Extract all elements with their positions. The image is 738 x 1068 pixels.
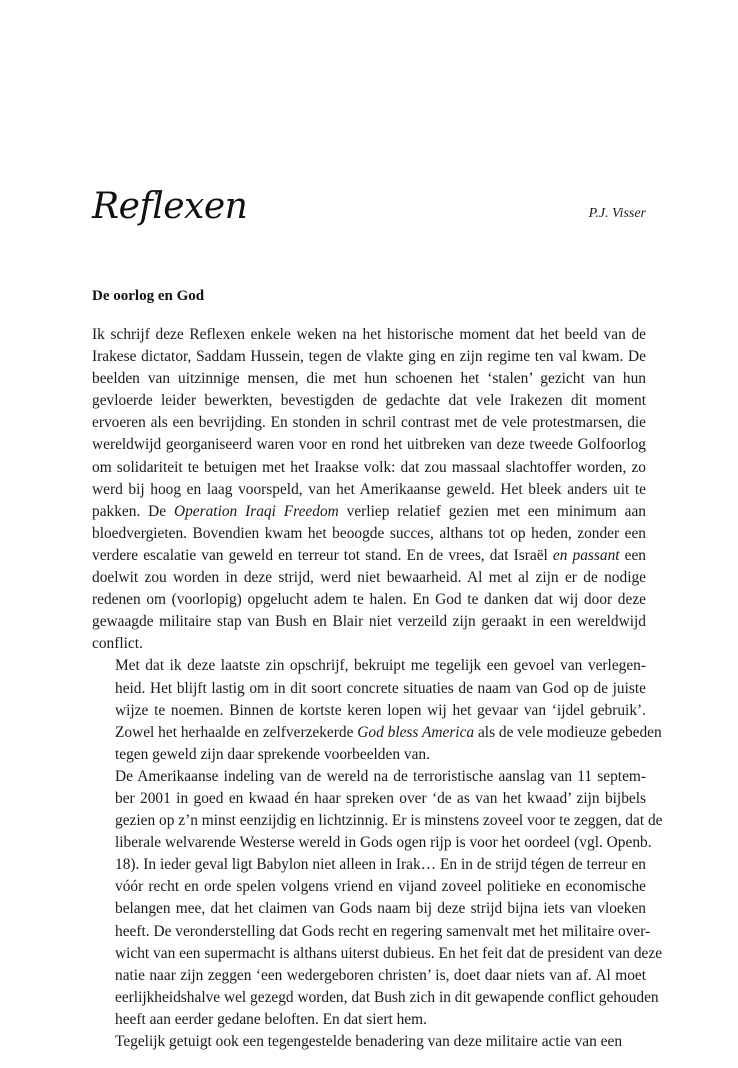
text-line — [92, 788, 646, 810]
text-line — [92, 943, 663, 965]
text-line — [92, 523, 646, 545]
text-line — [92, 567, 646, 589]
text-line — [92, 390, 646, 412]
paragraph — [92, 766, 663, 1031]
text-line — [92, 479, 646, 501]
text-line — [92, 633, 646, 655]
text-segment: Tegelijk getuigt ook een tegengestelde benadering van deze militaire actie van een — [115, 1033, 623, 1050]
text-segment: wijze te noemen. Binnen de kortste keren lopen wij het gevaar van ‘ijdel gebruik’. — [115, 701, 646, 719]
text-segment: gevloerde leider bewerkten, bevestigden de gedachte dat vele Irakezen dit moment — [92, 392, 646, 410]
page-header — [92, 186, 646, 236]
text-line — [92, 545, 646, 567]
text-segment: Zowel het herhaalde en zelfverzekerde — [115, 723, 358, 741]
article-body — [92, 324, 663, 1053]
italic-phrase: Operation Iraqi Freedom — [173, 502, 339, 520]
text-segment: gezien op z’n minst eenzijdig en lichtzinnig. Er is minstens zoveel voor te zeggen, dat de — [115, 812, 663, 830]
text-line — [92, 589, 646, 611]
text-line — [92, 1031, 646, 1053]
text-segment: Irakese dictator, Saddam Hussein, tegen de vlakte ging en zijn regime ten val kwam. De — [92, 348, 646, 366]
text-line — [92, 898, 646, 920]
text-line — [92, 744, 646, 766]
text-segment: beelden van uitzinnige mensen, die met hun schoenen het ‘stalen’ gezicht van hun — [92, 370, 646, 388]
text-segment: liberale welvarende Westerse wereld in Gods ogen rijp is voor het oordeel (vgl. Openb. — [115, 834, 652, 852]
italic-phrase: God bless America — [357, 723, 475, 741]
text-line — [92, 965, 646, 987]
italic-phrase: en passant — [552, 546, 620, 564]
text-line — [92, 722, 662, 744]
text-segment: verdere escalatie van geweld en terreur tot stand. En de vrees, dat Israël — [92, 546, 553, 564]
text-line — [92, 368, 646, 390]
text-line — [92, 346, 646, 368]
text-line — [92, 457, 646, 479]
text-segment: doelwit zou worden in deze strijd, werd niet bewaarheid. Al met al zijn er de nodige — [92, 569, 646, 587]
text-line — [92, 655, 646, 677]
text-segment: een — [619, 546, 646, 564]
text-segment: eerlijkheidshalve wel gezegd worden, dat Bush zich in dit gewapende conflict gehouden — [115, 988, 659, 1006]
text-segment: Met dat ik deze laatste zin opschrijf, bekruipt me tegelijk een gevoel van verlegen- — [115, 657, 646, 675]
text-segment: vóór recht en orde spelen volgens vriend en vijand zoveel politieke en economische — [115, 878, 646, 896]
text-segment: heeft aan eerder gedane beloften. En dat siert hem. — [115, 1010, 427, 1028]
text-segment: heid. Het blijft lastig om in dit soort concrete situaties de naam van God op de juiste — [115, 679, 646, 697]
text-line — [92, 412, 646, 434]
text-segment: 18). In ieder geval ligt Babylon niet alleen in Irak… En in de strijd tégen de terreur en — [115, 856, 646, 874]
text-segment: bloedvergieten. Bovendien kwam het beoogde succes, althans tot op heden, zonder een — [92, 524, 646, 542]
text-segment: wicht van een supermacht is althans uiterst dubieus. En het feit dat de president van deze — [115, 944, 663, 962]
text-line — [92, 1009, 646, 1031]
text-segment: ervoeren als een bevrijding. En stonden in schril contrast met de vele protestmarsen, die — [92, 414, 646, 432]
author-name: P.J. Visser — [588, 206, 646, 221]
text-segment: gewaagde militaire stap van Bush en Blair niet verzeild zijn geraakt in een wereldwijd — [92, 613, 646, 631]
text-line — [92, 832, 652, 854]
text-line — [92, 810, 663, 832]
text-line — [92, 324, 646, 346]
text-line — [92, 921, 651, 943]
paragraph — [92, 655, 662, 765]
paragraph — [92, 324, 646, 655]
text-segment: wereldwijd georganiseerd waren voor en rond het uitbreken van deze tweede Golfoorlog — [92, 436, 646, 454]
article-title: De oorlog en God — [92, 288, 205, 304]
text-segment: heeft. De veronderstelling dat Gods recht en regering samenvalt met het militaire over- — [115, 922, 651, 940]
text-line — [92, 766, 646, 788]
text-segment: De Amerikaanse indeling van de wereld na de terroristische aanslag van 11 septem- — [115, 767, 646, 785]
paragraph — [92, 1031, 646, 1053]
text-segment: ber 2001 in goed en kwaad én haar spreken over ‘de as van het kwaad’ zijn bijbels — [115, 789, 646, 807]
text-segment: belangen mee, dat het claimen van Gods naam bij deze strijd bijna iets van vloeken — [115, 900, 646, 918]
text-segment: natie naar zijn zeggen ‘een wedergeboren christen’ is, doet daar niets van af. Al moet — [115, 966, 646, 984]
text-line — [92, 854, 646, 876]
text-line — [92, 987, 659, 1009]
text-line — [92, 876, 646, 898]
text-segment: Ik schrijf deze Reflexen enkele weken na het historische moment dat het beeld van de — [92, 326, 646, 343]
text-line — [92, 678, 646, 700]
section-title: Reflexen — [92, 186, 248, 227]
text-segment: redenen om (voorlopig) opgelucht adem te halen. En God te danken dat wij door deze — [92, 591, 646, 609]
text-line — [92, 434, 646, 456]
text-segment: tegen geweld zijn daar sprekende voorbeelden van. — [115, 745, 430, 763]
text-line — [92, 700, 646, 722]
text-segment: als de vele modieuze gebeden — [474, 723, 662, 741]
text-segment: pakken. De — [92, 502, 174, 520]
text-segment: conflict. — [92, 635, 143, 653]
text-segment: verliep relatief gezien met een minimum aan — [338, 502, 647, 520]
text-segment: om solidariteit te betuigen met het Iraakse volk: dat zou massaal slachtoffer worden, zo — [92, 458, 646, 476]
text-line — [92, 501, 646, 523]
text-line — [92, 611, 646, 633]
text-segment: werd bij hoog en laag voorspeld, van het Amerikaanse geweld. Het bleek anders uit te — [92, 480, 646, 498]
